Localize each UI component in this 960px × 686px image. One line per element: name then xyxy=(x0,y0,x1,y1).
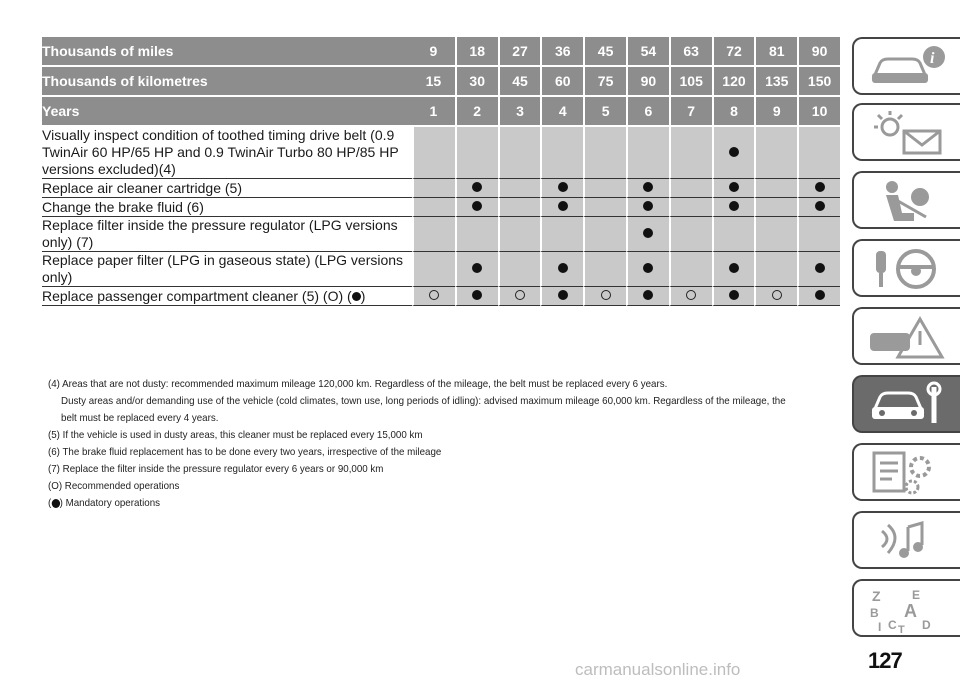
schedule-cell xyxy=(626,217,669,252)
mandatory-dot-icon xyxy=(51,499,59,508)
header-row xyxy=(42,37,840,67)
recommended-ring-icon xyxy=(772,290,782,300)
schedule-cell xyxy=(583,252,626,287)
header-value: 105 xyxy=(669,67,712,97)
schedule-cell xyxy=(455,198,498,217)
schedule-cell xyxy=(455,127,498,179)
multimedia-music-icon xyxy=(868,517,948,565)
mandatory-dot-icon xyxy=(558,263,568,273)
header-value: 150 xyxy=(797,67,840,97)
mandatory-dot-icon xyxy=(472,290,482,300)
schedule-row xyxy=(42,127,840,179)
header-value: 45 xyxy=(498,67,541,97)
header-value: 9 xyxy=(754,97,797,127)
mandatory-dot-icon xyxy=(558,182,568,192)
header-row-label: Years xyxy=(42,97,412,127)
note-5: (5) If the vehicle is used in dusty areas, this cleaner must be replaced every 15,000 km xyxy=(48,429,423,441)
header-row xyxy=(42,67,840,97)
svg-text:C: C xyxy=(888,618,897,632)
mandatory-dot-icon xyxy=(729,182,739,192)
header-value: 6 xyxy=(626,97,669,127)
schedule-cell xyxy=(412,217,455,252)
schedule-cell xyxy=(498,127,541,179)
operation-label: Replace air cleaner cartridge (5) xyxy=(42,179,412,198)
schedule-cell xyxy=(669,287,712,306)
schedule-cell xyxy=(712,252,755,287)
schedule-cell xyxy=(540,217,583,252)
operation-label: Replace passenger compartment cleaner (5) (O) ( ) xyxy=(42,287,412,306)
schedule-cell xyxy=(669,179,712,198)
header-row xyxy=(42,97,840,127)
schedule-cell xyxy=(455,287,498,306)
mandatory-dot-icon xyxy=(729,201,739,211)
schedule-cell xyxy=(540,198,583,217)
watermark: carmanualsonline.info xyxy=(575,660,741,679)
schedule-cell xyxy=(626,287,669,306)
schedule-cell xyxy=(797,198,840,217)
schedule-cell xyxy=(498,217,541,252)
maintenance-schedule-table xyxy=(42,37,840,306)
recommended-ring-icon xyxy=(601,290,611,300)
schedule-cell xyxy=(412,287,455,306)
schedule-cell xyxy=(626,198,669,217)
operation-label: Visually inspect condition of toothed timing drive belt (0.9 TwinAir 60 HP/65 HP and 0.9 TwinAir Turbo 80 HP/85 HP versions excluded)(4) xyxy=(42,127,412,179)
key-steering-wheel-icon xyxy=(868,245,948,293)
mandatory-dot-icon xyxy=(643,290,653,300)
svg-text:E: E xyxy=(912,588,921,602)
header-value: 8 xyxy=(712,97,755,127)
schedule-cell xyxy=(412,198,455,217)
tab-knowing-your-car[interactable] xyxy=(852,37,960,95)
mandatory-dot-icon xyxy=(729,263,739,273)
schedule-cell xyxy=(583,179,626,198)
mandatory-dot-icon xyxy=(472,182,482,192)
header-value: 54 xyxy=(626,37,669,67)
schedule-cell xyxy=(754,198,797,217)
schedule-cell xyxy=(712,198,755,217)
header-value: 1 xyxy=(412,97,455,127)
schedule-row xyxy=(42,179,840,198)
header-value: 60 xyxy=(540,67,583,97)
header-value: 5 xyxy=(583,97,626,127)
header-value: 135 xyxy=(754,67,797,97)
header-value: 4 xyxy=(540,97,583,127)
schedule-row xyxy=(42,217,840,252)
schedule-cell xyxy=(540,252,583,287)
svg-text:A: A xyxy=(904,601,917,621)
tab-multimedia[interactable] xyxy=(852,511,960,569)
schedule-cell xyxy=(412,252,455,287)
mandatory-dot-icon xyxy=(815,263,825,273)
schedule-cell xyxy=(754,287,797,306)
schedule-cell xyxy=(712,179,755,198)
schedule-cell xyxy=(712,127,755,179)
mandatory-dot-icon xyxy=(729,290,739,300)
schedule-cell xyxy=(455,179,498,198)
tab-safety[interactable] xyxy=(852,171,960,229)
schedule-cell xyxy=(412,179,455,198)
schedule-row xyxy=(42,287,840,306)
schedule-cell xyxy=(669,198,712,217)
schedule-cell xyxy=(712,287,755,306)
schedule-cell xyxy=(669,217,712,252)
schedule-row xyxy=(42,198,840,217)
schedule-cell xyxy=(669,252,712,287)
header-value: 27 xyxy=(498,37,541,67)
note-4-continued: Dusty areas and/or demanding use of the vehicle (cold climates, town use, long periods of idling): advised maximum mileage 60,000 km. Regardless of the mileage, the belt must be replaced every 4 years. xyxy=(61,395,786,424)
schedule-cell xyxy=(498,252,541,287)
operation-label: Replace paper filter (LPG in gaseous state) (LPG versions only) xyxy=(42,252,412,287)
operation-label: Replace filter inside the pressure regulator (LPG versions only) (7) xyxy=(42,217,412,252)
tab-technical-specifications[interactable] xyxy=(852,443,960,501)
mandatory-dot-icon xyxy=(815,182,825,192)
schedule-cell xyxy=(583,127,626,179)
note-6: (6) The brake fluid replacement has to be done every two years, irrespective of the mileage xyxy=(48,446,442,458)
schedule-cell xyxy=(797,179,840,198)
mandatory-dot-icon xyxy=(472,263,482,273)
svg-text:B: B xyxy=(870,606,879,620)
schedule-cell xyxy=(754,217,797,252)
seat-airbag-icon xyxy=(868,177,948,225)
header-value: 2 xyxy=(455,97,498,127)
header-value: 90 xyxy=(797,37,840,67)
note-recommended: (O) Recommended operations xyxy=(48,480,180,492)
header-value: 72 xyxy=(712,37,755,67)
svg-text:Z: Z xyxy=(872,588,881,604)
schedule-cell xyxy=(797,217,840,252)
schedule-cell xyxy=(583,217,626,252)
svg-text:D: D xyxy=(922,618,931,632)
tab-emergency[interactable] xyxy=(852,307,960,365)
schedule-row xyxy=(42,252,840,287)
schedule-cell xyxy=(498,198,541,217)
header-value: 9 xyxy=(412,37,455,67)
car-wrench-icon xyxy=(868,381,948,429)
header-value: 63 xyxy=(669,37,712,67)
header-row-label: Thousands of miles xyxy=(42,37,412,67)
schedule-cell xyxy=(498,287,541,306)
car-info-icon xyxy=(868,43,948,91)
schedule-cell xyxy=(754,127,797,179)
tab-servicing-care[interactable] xyxy=(852,375,960,433)
header-value: 7 xyxy=(669,97,712,127)
note-4: (4) Areas that are not dusty: recommended maximum mileage 120,000 km. Regardless of the mileage, the belt must be replaced every 6 years. xyxy=(48,378,668,390)
schedule-cell xyxy=(626,179,669,198)
header-value: 45 xyxy=(583,37,626,67)
recommended-ring-icon xyxy=(686,290,696,300)
mandatory-dot-icon xyxy=(643,228,653,238)
recommended-ring-icon xyxy=(429,290,439,300)
dashboard-lights-icon xyxy=(868,109,948,157)
mandatory-dot-icon xyxy=(729,147,739,157)
header-value: 36 xyxy=(540,37,583,67)
schedule-cell xyxy=(797,127,840,179)
recommended-ring-icon xyxy=(515,290,525,300)
schedule-cell xyxy=(626,127,669,179)
mandatory-dot-icon xyxy=(815,290,825,300)
header-value: 75 xyxy=(583,67,626,97)
index-letters-icon xyxy=(868,585,948,633)
svg-text:i: i xyxy=(930,50,935,67)
header-value: 18 xyxy=(455,37,498,67)
svg-text:T: T xyxy=(898,624,905,633)
mandatory-dot-icon xyxy=(472,201,482,211)
operation-label: Change the brake fluid (6) xyxy=(42,198,412,217)
tab-starting-driving[interactable] xyxy=(852,239,960,297)
page-number: 127 xyxy=(868,648,902,673)
header-value: 3 xyxy=(498,97,541,127)
mandatory-dot-icon xyxy=(558,201,568,211)
note-mandatory: ( ) Mandatory operations xyxy=(48,497,161,509)
schedule-cell xyxy=(540,179,583,198)
schedule-cell xyxy=(797,287,840,306)
note-7: (7) Replace the filter inside the pressure regulator every 6 years or 90,000 km xyxy=(48,463,384,475)
schedule-cell xyxy=(797,252,840,287)
schedule-cell xyxy=(498,179,541,198)
schedule-cell xyxy=(669,127,712,179)
mandatory-dot-icon xyxy=(815,201,825,211)
header-value: 10 xyxy=(797,97,840,127)
schedule-cell xyxy=(626,252,669,287)
mandatory-dot-icon xyxy=(643,263,653,273)
mandatory-dot-icon xyxy=(643,201,653,211)
mandatory-dot-icon xyxy=(558,290,568,300)
header-value: 120 xyxy=(712,67,755,97)
schedule-cell xyxy=(455,217,498,252)
tab-index[interactable] xyxy=(852,579,960,637)
mandatory-dot-icon xyxy=(352,292,361,301)
specifications-gear-icon xyxy=(868,449,948,497)
schedule-cell xyxy=(412,127,455,179)
schedule-cell xyxy=(540,287,583,306)
header-value: 15 xyxy=(412,67,455,97)
footnotes xyxy=(48,376,792,512)
header-value: 30 xyxy=(455,67,498,97)
schedule-cell xyxy=(754,252,797,287)
header-value: 81 xyxy=(754,37,797,67)
schedule-cell xyxy=(455,252,498,287)
schedule-cell xyxy=(540,127,583,179)
tab-dashboard[interactable] xyxy=(852,103,960,161)
header-row-label: Thousands of kilometres xyxy=(42,67,412,97)
mandatory-dot-icon xyxy=(643,182,653,192)
header-value: 90 xyxy=(626,67,669,97)
schedule-cell xyxy=(712,217,755,252)
schedule-cell xyxy=(583,287,626,306)
schedule-cell xyxy=(583,198,626,217)
schedule-cell xyxy=(754,179,797,198)
warning-triangle-icon xyxy=(868,313,948,361)
svg-text:I: I xyxy=(878,620,882,633)
